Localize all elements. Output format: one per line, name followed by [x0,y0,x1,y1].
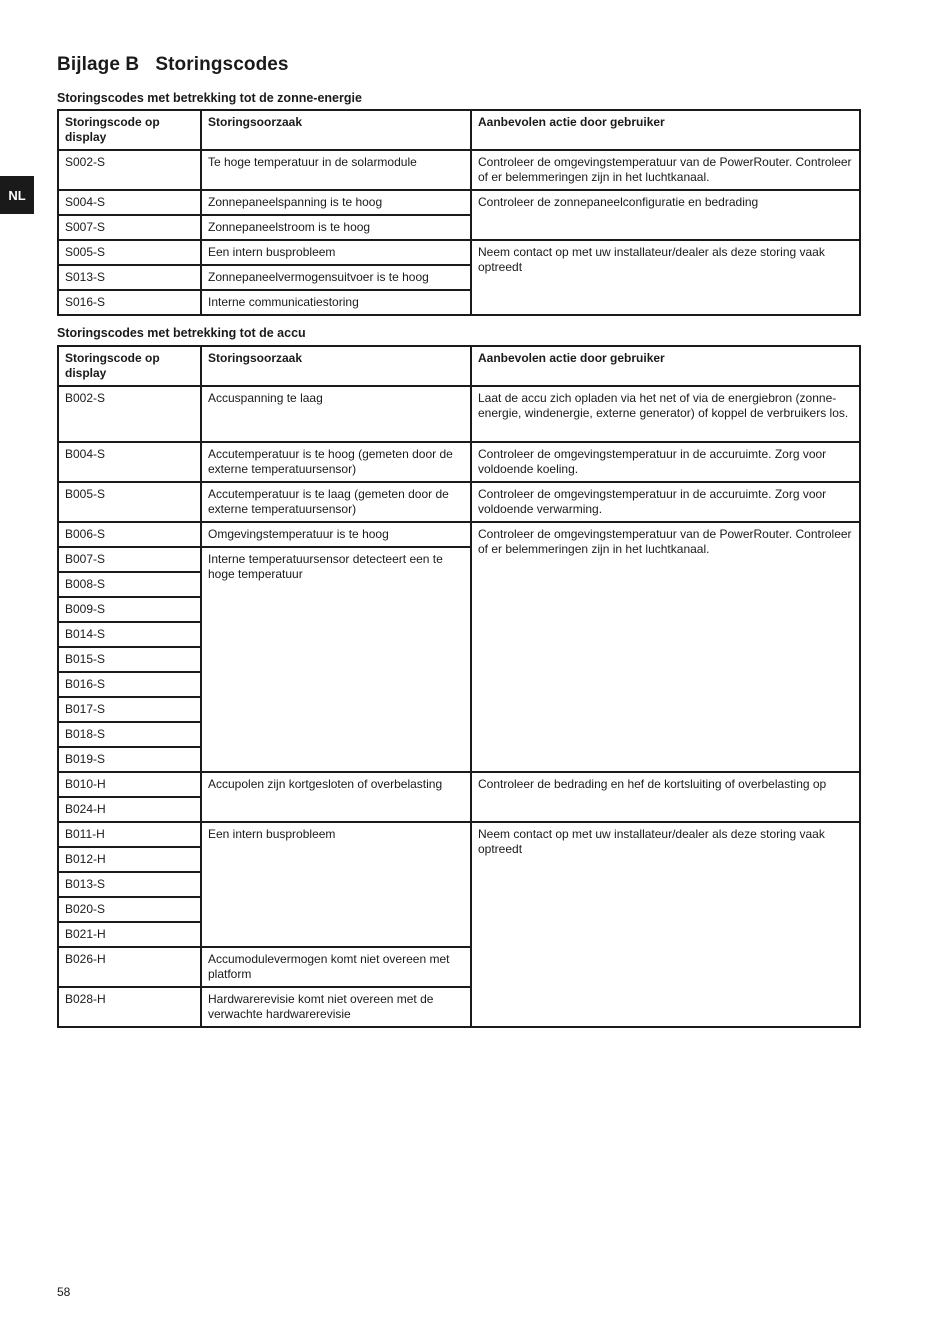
table-row [58,240,860,265]
error-code: S007-S [58,215,201,240]
error-code: B002-S [58,386,201,442]
error-code: B014-S [58,622,201,647]
error-cause: Hardwarerevisie komt niet overeen met de verwachte hardwarerevisie [201,987,471,1027]
error-action: Controleer de omgevingstemperatuur in de accuruimte. Zorg voor voldoende koeling. [471,442,860,482]
error-cause: Een intern busprobleem [201,822,471,947]
error-code: B021-H [58,922,201,947]
error-cause: Te hoge temperatuur in de solarmodule [201,150,471,190]
table-row [58,442,860,482]
error-code: B015-S [58,647,201,672]
error-code: B011-H [58,822,201,847]
error-code: B026-H [58,947,201,987]
page-number: 58 [57,1285,71,1299]
page-title: Bijlage B Storingscodes [57,54,289,75]
error-code: B004-S [58,442,201,482]
error-code: S002-S [58,150,201,190]
error-cause: Zonnepaneelstroom is te hoog [201,215,471,240]
error-action: Neem contact op met uw installateur/dealer als deze storing vaak optreedt [471,240,860,315]
error-code: B020-S [58,897,201,922]
error-cause: Interne communicatiestoring [201,290,471,315]
error-code: S005-S [58,240,201,265]
error-cause: Een intern busprobleem [201,240,471,265]
solar-error-table [57,109,861,316]
header-code: Storingscode op display [58,346,201,386]
error-action: Laat de accu zich opladen via het net of via de energiebron (zonne-energie, windenergie, externe generator) of koppel de verbruikers los. [471,386,860,442]
error-cause: Interne temperatuursensor detecteert een te hoge temperatuur [201,547,471,772]
error-action: Controleer de bedrading en hef de kortsluiting of overbelasting op [471,772,860,822]
error-action: Controleer de omgevingstemperatuur in de accuruimte. Zorg voor voldoende verwarming. [471,482,860,522]
error-code: B008-S [58,572,201,597]
error-cause: Accutemperatuur is te laag (gemeten door de externe temperatuursensor) [201,482,471,522]
error-action: Controleer de zonnepaneelconfiguratie en bedrading [471,190,860,240]
header-action: Aanbevolen actie door gebruiker [471,346,860,386]
error-code: B024-H [58,797,201,822]
section-title-solar: Storingscodes met betrekking tot de zonne-energie [57,91,362,105]
error-code: S016-S [58,290,201,315]
header-code: Storingscode op display [58,110,201,150]
error-cause: Accutemperatuur is te hoog (gemeten door de externe temperatuursensor) [201,442,471,482]
error-code: B019-S [58,747,201,772]
table-row [58,522,860,547]
error-action: Controleer de omgevingstemperatuur van de PowerRouter. Controleer of er belemmeringen zijn in het luchtkanaal. [471,522,860,772]
error-cause: Accupolen zijn kortgesloten of overbelasting [201,772,471,822]
error-code: B007-S [58,547,201,572]
error-cause: Zonnepaneelspanning is te hoog [201,190,471,215]
table-header-row [58,110,860,150]
table-row [58,822,860,847]
error-action: Neem contact op met uw installateur/dealer als deze storing vaak optreedt [471,822,860,1027]
error-code: B017-S [58,697,201,722]
table-row [58,386,860,442]
error-cause: Omgevingstemperatuur is te hoog [201,522,471,547]
error-cause: Zonnepaneelvermogensuitvoer is te hoog [201,265,471,290]
header-action: Aanbevolen actie door gebruiker [471,110,860,150]
error-code: B005-S [58,482,201,522]
header-cause: Storingsoorzaak [201,110,471,150]
table-row [58,772,860,797]
error-code: B028-H [58,987,201,1027]
error-code: S013-S [58,265,201,290]
language-tab: NL [0,176,34,214]
header-cause: Storingsoorzaak [201,346,471,386]
error-code: B018-S [58,722,201,747]
section-title-battery: Storingscodes met betrekking tot de accu [57,326,306,340]
battery-error-table [57,345,861,1028]
error-code: B009-S [58,597,201,622]
table-header-row [58,346,860,386]
error-code: B016-S [58,672,201,697]
error-code: B012-H [58,847,201,872]
error-action: Controleer de omgevingstemperatuur van de PowerRouter. Controleer of er belemmeringen zijn in het luchtkanaal. [471,150,860,190]
error-cause: Accumodulevermogen komt niet overeen met platform [201,947,471,987]
table-row [58,482,860,522]
error-code: B010-H [58,772,201,797]
table-row [58,190,860,215]
error-code: B013-S [58,872,201,897]
error-code: S004-S [58,190,201,215]
error-cause: Accuspanning te laag [201,386,471,442]
table-row [58,150,860,190]
error-code: B006-S [58,522,201,547]
